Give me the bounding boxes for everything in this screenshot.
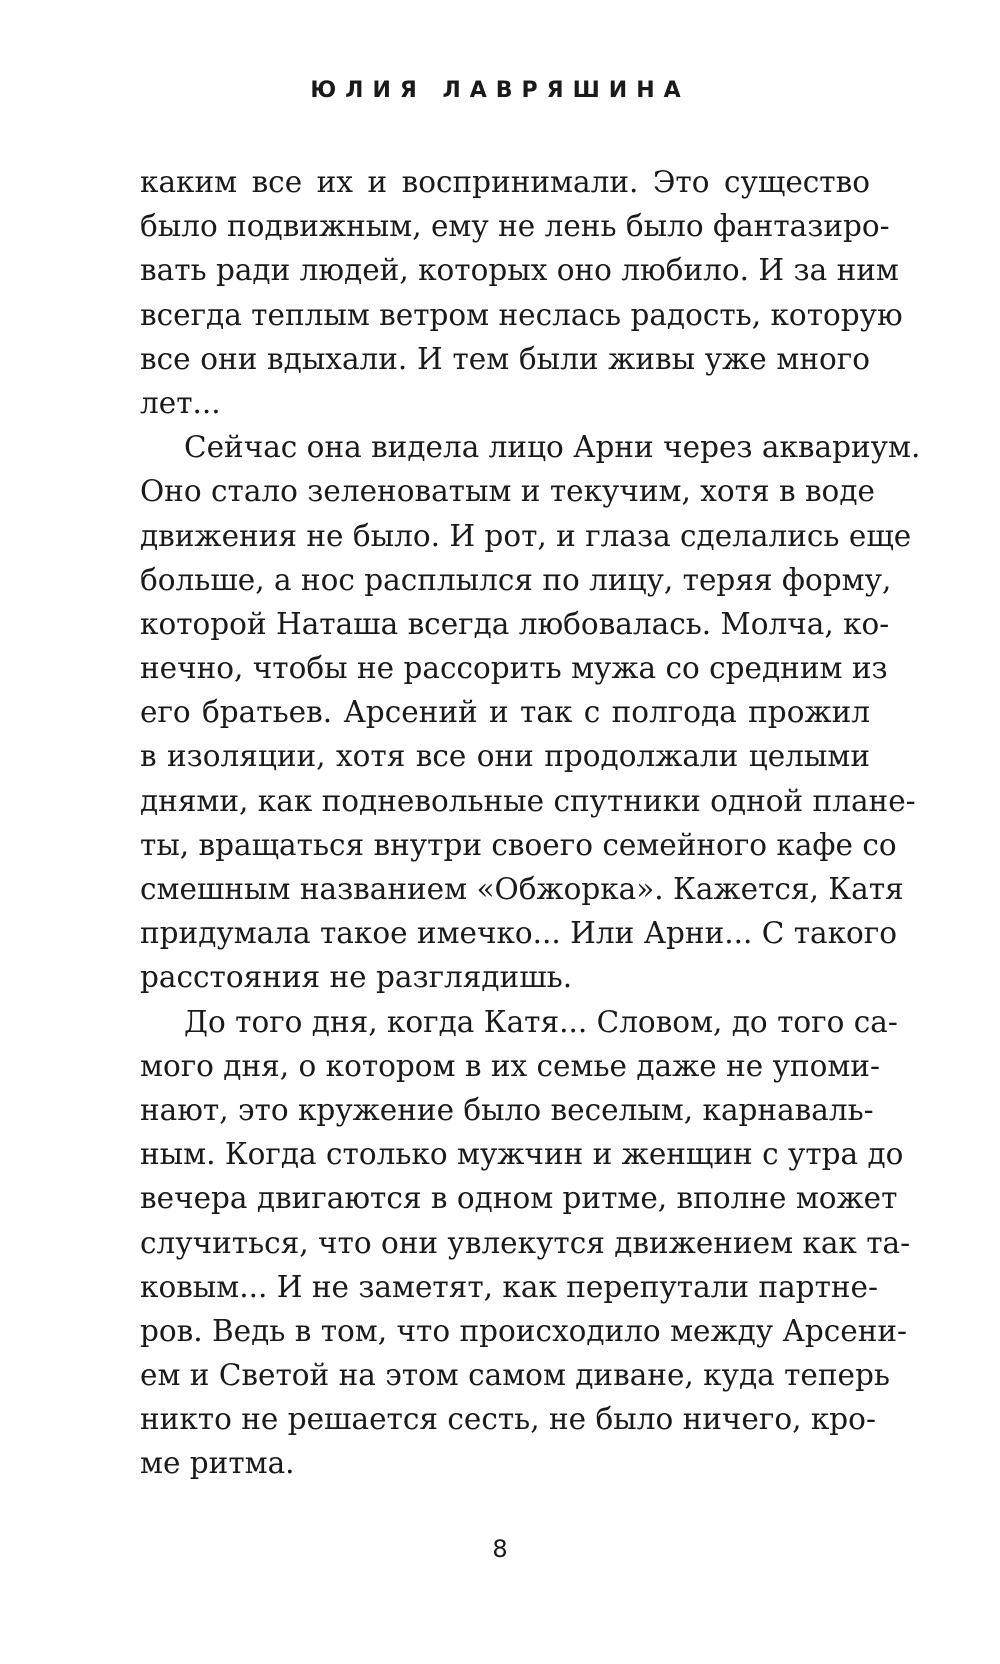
- text-line: Оно стало зеленоватым и текучим, хотя в воде: [140, 474, 875, 509]
- running-header: ЮЛИЯ ЛАВРЯШИНА: [310, 78, 690, 103]
- text-line: больше, а нос расплылся по лицу, теряя форму,: [140, 562, 892, 597]
- text-line: в изоляции, хотя все они продолжали целыми: [140, 739, 870, 774]
- text-line: придумала такое имечко... Или Арни... С такого: [140, 916, 898, 951]
- text-line: каким все их и воспринимали. Это существо: [140, 165, 870, 199]
- text-line: ров. Ведь в том, что происходило между Арсени-: [140, 1313, 907, 1348]
- text-line: которой Наташа всегда любовалась. Молча, ко-: [140, 606, 890, 641]
- text-line: ты, вращаться внутри своего семейного кафе со: [140, 827, 897, 862]
- paragraph-first-line: До того дня, когда Катя... Словом, до того са-: [184, 1004, 898, 1039]
- text-line: расстояния не разглядишь.: [140, 960, 573, 995]
- text-line: ме ритма.: [140, 1446, 295, 1481]
- text-line: вечера двигаются в одном ритме, вполне может: [140, 1181, 898, 1216]
- text-line: случиться, что они увлекутся движением как та-: [140, 1225, 911, 1260]
- text-line: днями, как подневольные спутники одной плане-: [140, 783, 916, 818]
- text-line: ным. Когда столько мужчин и женщин с утра до: [140, 1137, 904, 1172]
- text-line: его братьев. Арсений и так с полгода прожил: [140, 695, 870, 730]
- text-line: было подвижным, ему не лень было фантазиро-: [140, 209, 890, 244]
- page-number: 8: [492, 1535, 508, 1563]
- text-line: лет...: [140, 385, 221, 420]
- text-line: нают, это кружение было веселым, карнаваль-: [140, 1092, 874, 1127]
- text-line: нечно, чтобы не рассорить мужа со средним из: [140, 651, 888, 686]
- text-line: смешным названием «Обжорка». Кажется, Катя: [140, 872, 904, 906]
- text-line: ковым... И не заметят, как перепутали партне-: [140, 1269, 878, 1304]
- body-text: [140, 160, 921, 1486]
- text-line: ем и Светой на этом самом диване, куда теперь: [140, 1358, 890, 1393]
- paragraph-first-line: Сейчас она видела лицо Арни через аквариум.: [184, 430, 921, 465]
- text-line: мого дня, о котором в их семье даже не упоми-: [140, 1048, 880, 1083]
- text-line: движения не было. И рот, и глаза сделались еще: [140, 518, 912, 553]
- text-line: все они вдыхали. И тем были живы уже много: [140, 341, 870, 376]
- text-line: никто не решается сесть, не было ничего, кро-: [140, 1402, 876, 1437]
- text-line: всегда теплым ветром неслась радость, которую: [140, 297, 903, 332]
- text-line: вать ради людей, которых оно любило. И за ним: [140, 253, 899, 288]
